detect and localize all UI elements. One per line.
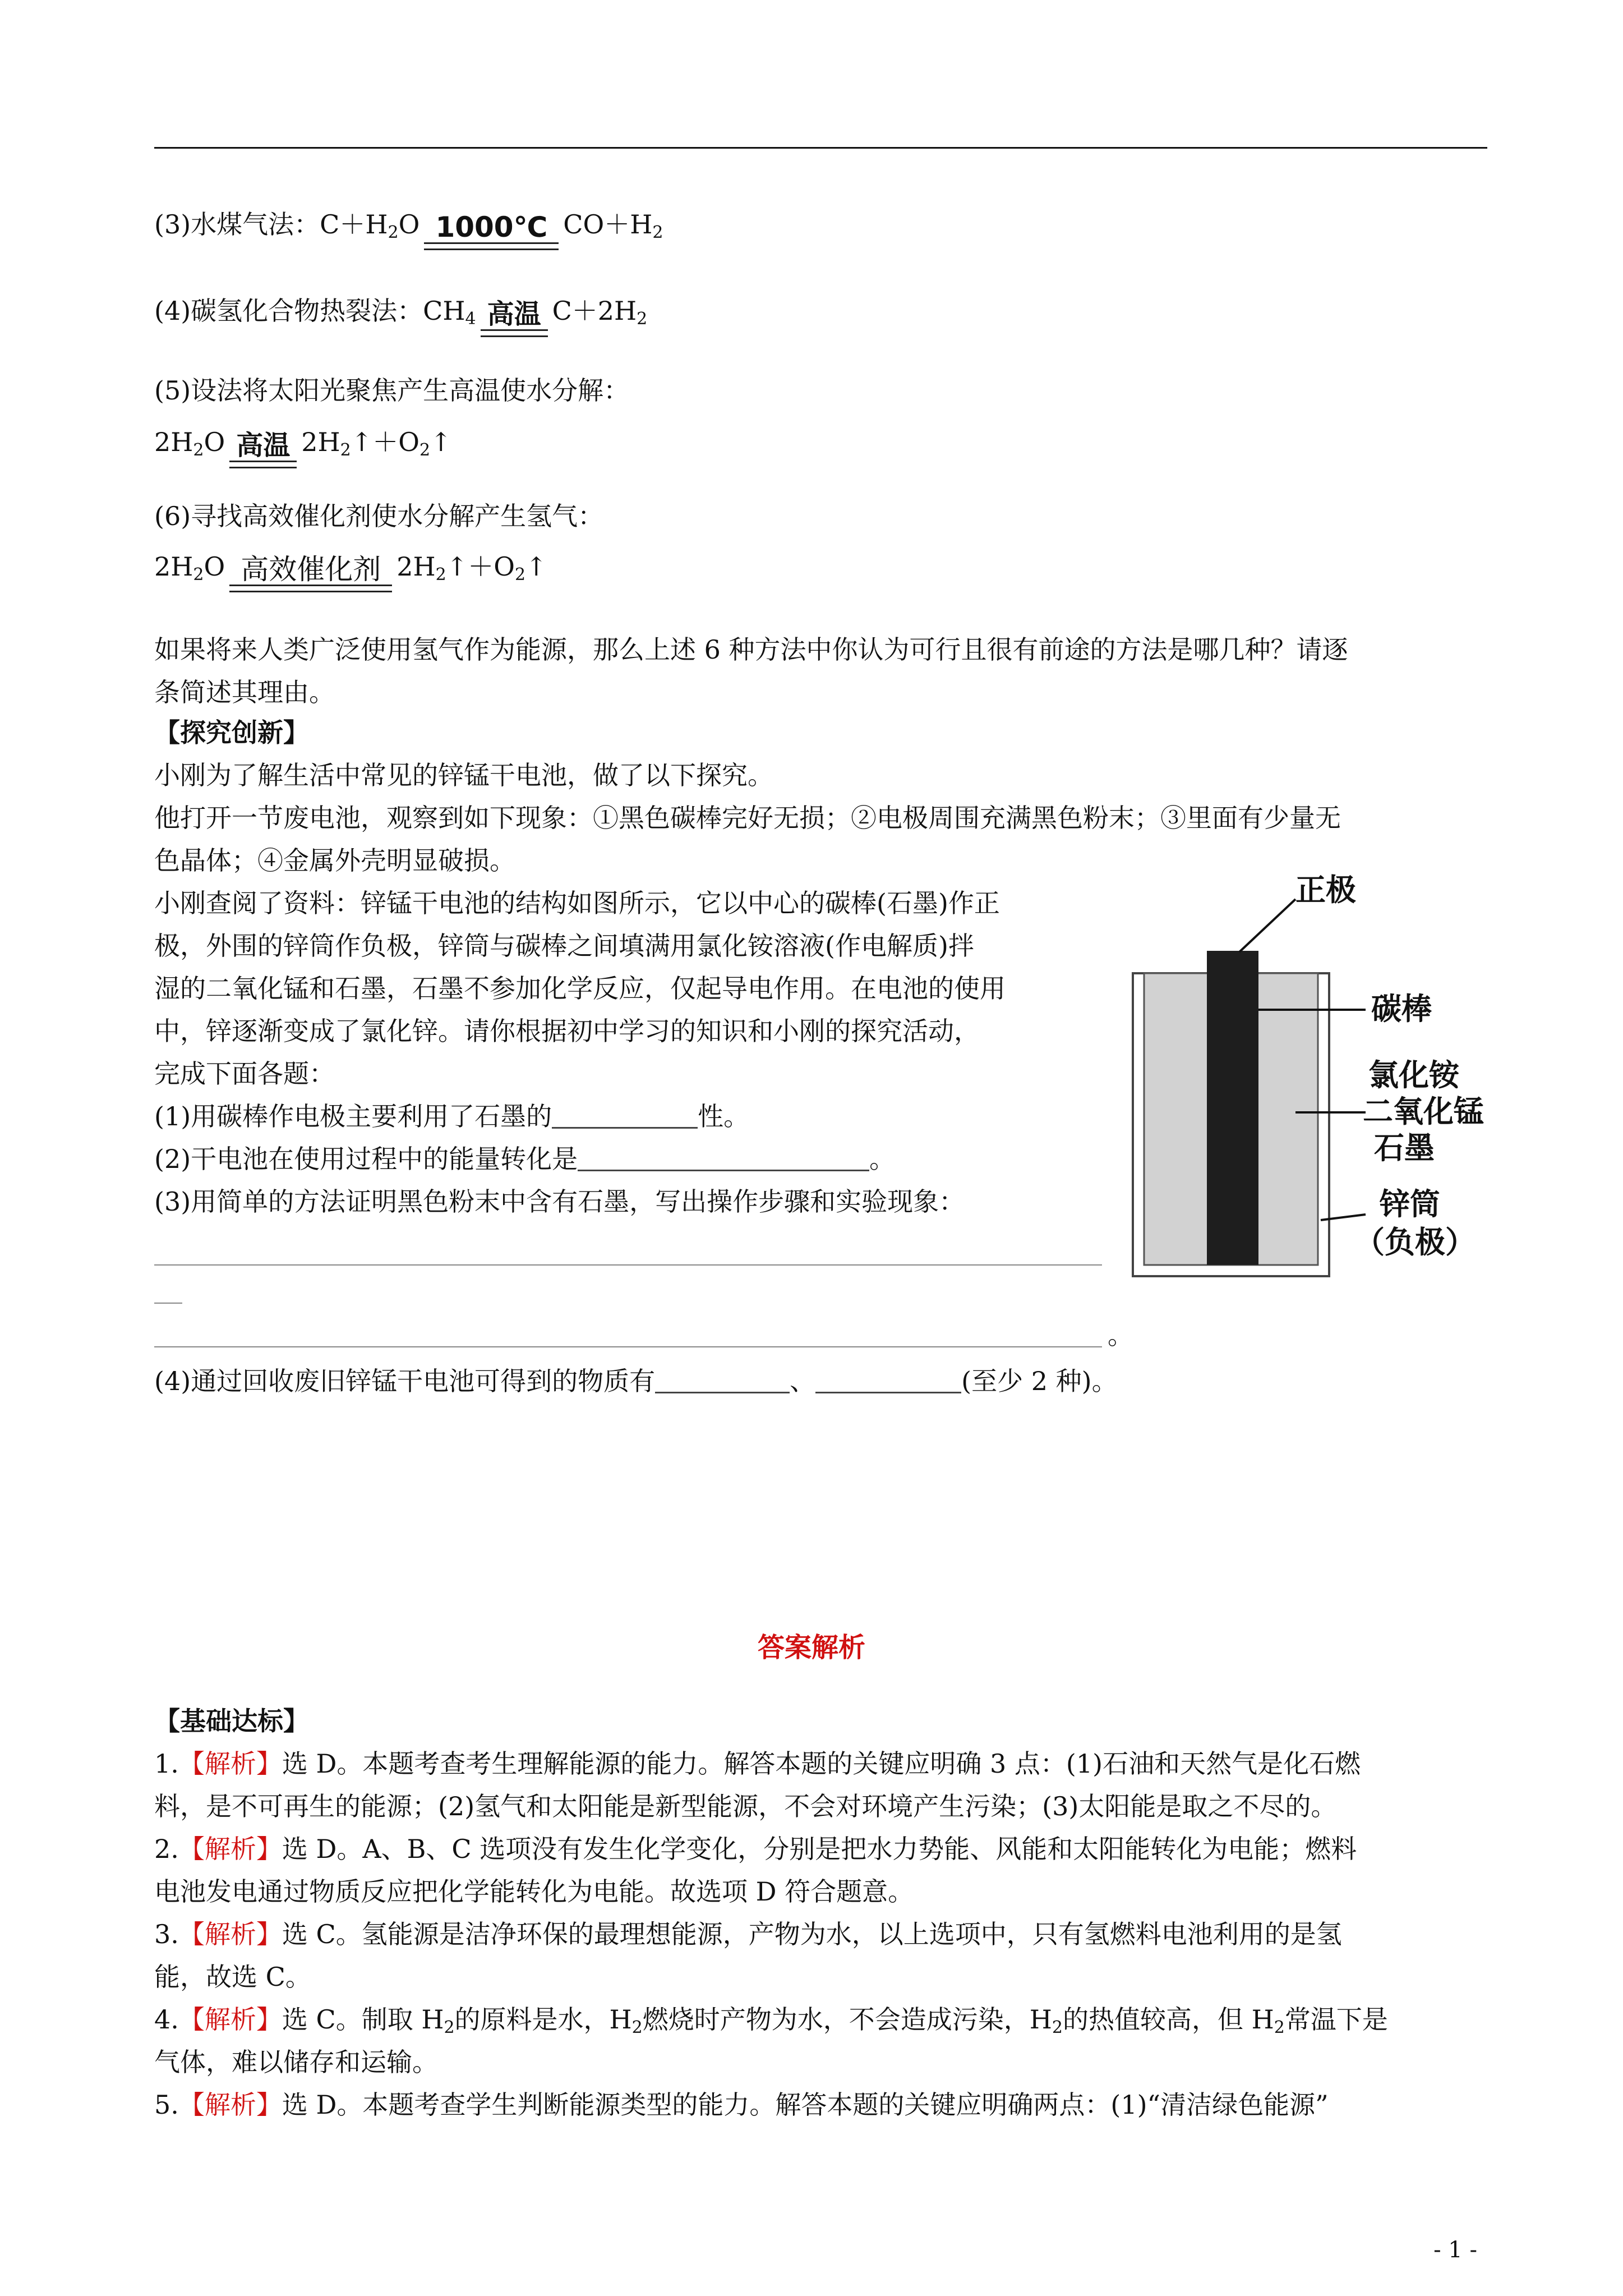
condition-mark: 高效催化剂	[229, 554, 392, 592]
answer-blank[interactable]	[552, 1105, 698, 1129]
question-1: (1)用碳棒作电极主要利用了石墨的 性。	[154, 1101, 750, 1131]
answer-3: 3.【解析】选 C。氢能源是洁净环保的最理想能源，产物为水，以上选项中，只有氢燃料电池利用的是氢	[154, 1919, 1342, 1949]
question-4: (4)通过回收废旧锌锰干电池可得到的物质有 、 (至少 2 种)。	[154, 1366, 1118, 1396]
answer-5: 5.【解析】选 D。本题考查学生判断能源类型的能力。解答本题的关键应明确两点：(1)“清洁绿色能源”	[154, 2090, 1329, 2120]
answer-line[interactable]	[154, 1346, 1102, 1347]
answers-title: 答案解析	[757, 1632, 865, 1663]
question-2: (2)干电池在使用过程中的能量转化是 。	[154, 1144, 896, 1174]
answer-blank[interactable]	[815, 1369, 961, 1393]
question-3: (3)用简单的方法证明黑色粉末中含有石墨，写出操作步骤和实验现象：	[154, 1186, 965, 1217]
method-6-equation: $2H_2O$ 高效催化剂 $2H_2↑+O_2↑$	[154, 551, 547, 592]
label-fill-1: 氯化铵	[1368, 1057, 1459, 1093]
answer-1: 1.【解析】选 D。本题考查考生理解能源的能力。解答本题的关键应明确 3 点：(1)石油和天然气是化石燃	[154, 1749, 1361, 1779]
question-3-end: 。	[1108, 1320, 1133, 1350]
label-fill-2: 二氧化锰	[1363, 1094, 1484, 1129]
question-paragraph: 如果将来人类广泛使用氢气作为能源，那么上述 6 种方法中你认为可行且很有前途的方法是哪几种？请逐 条简述其理由。	[154, 634, 1348, 707]
condition-mark: 高温	[229, 430, 297, 468]
method-5-equation: $2H_2O$ 高温 $2H_2↑+O_2↑$	[154, 426, 452, 468]
method-5-title: (5)设法将太阳光聚焦产生高温使水分解：	[154, 375, 630, 406]
label-positive: 正极	[1295, 872, 1356, 908]
page-number: - 1 -	[1433, 2237, 1477, 2263]
explore-heading: 【探究创新】	[154, 717, 309, 748]
method-4-line: (4)碳氢化合物热裂法：$CH_4$ 高温 $C+2H_2$	[154, 295, 647, 337]
condition-mark: 1000℃	[424, 212, 559, 250]
header-rule	[154, 147, 1487, 149]
label-carbon-rod: 碳棒	[1371, 991, 1432, 1027]
label-zinc: 锌筒	[1380, 1186, 1440, 1222]
answer-4: 4.【解析】选 C。制取 $H_2$的原料是水，$H_2$燃烧时产物为水，不会造成污染，$H_2$的热值较高，但 $H_2$常温下是	[154, 2004, 1388, 2037]
method-3-line: (3)水煤气法：$C+H_2O$ 1000℃ $CO+H_2$	[154, 209, 663, 250]
battery-diagram	[1127, 872, 1520, 1287]
answers-section-heading: 【基础达标】	[154, 1706, 309, 1736]
answer-2: 2.【解析】选 D。A、B、C 选项没有发生化学变化，分别是把水力势能、风能和太阳能转化为电能；燃料	[154, 1834, 1357, 1864]
label-negative: （负极）	[1354, 1225, 1476, 1260]
answer-blank[interactable]	[578, 1147, 869, 1171]
positive-leader	[1239, 899, 1295, 952]
carbon-rod	[1207, 951, 1258, 1265]
method-6-title: (6)寻找高效催化剂使水分解产生氢气：	[154, 501, 604, 531]
answer-line[interactable]	[154, 1303, 182, 1304]
answer-blank[interactable]	[655, 1369, 790, 1393]
answers-section: 【基础达标】 1.【解析】选 D。本题考查考生理解能源的能力。解答本题的关键应明确 3 点：(1)石油和天然气是化石燃 料，是不可再生的能源；(2)氢气和太阳能是新型能源，不会对环境产生污染；(3)太阳能是取之不尽的。 2.【解析】选 D。A、B、C 选项没有发生化学变化，分别是把水力势能、风能和太阳能转化为电能；燃料 电池发电通过物质反应把化学能转化为电能。故选项 D 符合题意。 3.【解析】选 C。氢能源是洁净环保的最理想能源，产物为水，以上选项中，只有氢燃料电池利用的是氢 能，故选 C。 4.【解析】选 C。制取 $H_2$的原料是水，$H_2$燃烧时产物为水，不会造成污染，$H_2$的热值较高，但 $H_2$常温下是 气体，难以储存和运输。 5.【解析】选 D。本题考查学生判断能源类型的能力。解答本题的关键应明确两点：(1)“清洁绿色能源”	[154, 1700, 1388, 2126]
condition-mark: 高温	[481, 299, 548, 337]
label-fill-3: 石墨	[1374, 1130, 1435, 1166]
answer-line[interactable]	[154, 1264, 1102, 1266]
explore-section: 【探究创新】 小刚为了解生活中常见的锌锰干电池，做了以下探究。 他打开一节废电池，观察到如下现象：①黑色碳棒完好无损；②电极周围充满黑色粉末；③里面有少量无 色晶体；④金属外壳明显破损。 小刚查阅了资料：锌锰干电池的结构如图所示，它以中心的碳棒(石墨)作正 极，外围的锌筒作负极，锌筒与碳棒之间填满用氯化铵溶液(作电解质)拌 湿的二氧化锰和石墨，石墨不参加化学反应，仅起导电作用。在电池的使用 中，锌逐渐变成了氯化锌。请你根据初中学习的知识和小刚的探究活动， 完成下面各题： (1)用碳棒作电极主要利用了石墨的 性。 (2)干电池在使用过程中的能量转化是 。 (3)用简单的方法证明黑色粉末中含有石墨，写出操作步骤和实验现象：	[154, 711, 1341, 1223]
